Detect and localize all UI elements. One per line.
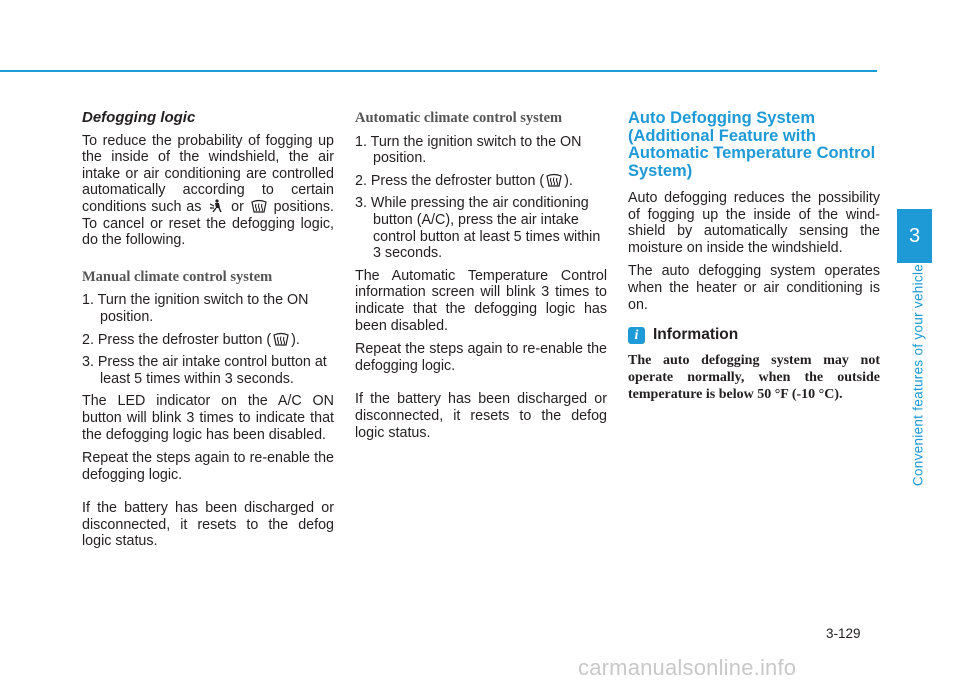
section-heading-defogging-logic: Defogging logic: [82, 109, 196, 126]
auto-step-1: 1. Turn the ignition switch to the ON position.: [355, 133, 582, 167]
floor-windshield-mode-icon: [208, 199, 224, 213]
defogging-intro: [82, 133, 334, 249]
manual-para-led: The LED indicator on the A/C ON button will blink 3 times to indicate that the defogging logic has been disabled.: [82, 393, 334, 443]
information-header: [628, 327, 880, 344]
manual-para-battery: If the battery has been discharged or disconnected, it resets to the defog logic status.: [82, 500, 334, 550]
intro-text-a: To reduce the probability of fogging up the inside of the windshield, the air intake or air conditioning are controlled automatically according to certain conditions such as: [82, 132, 334, 215]
chapter-title: Convenient features of your vehicle: [910, 263, 926, 487]
auto-defog-para-1: Auto defogging reduces the possibility of fogging up the inside of the windshield by automatically sensing the moisture on inside the windshield.: [628, 190, 880, 256]
manual-step-3: 3. Press the air intake control button at least 5 times within 3 seconds.: [82, 354, 327, 387]
chapter-tab: 3: [897, 209, 932, 263]
windshield-defrost-icon: [251, 199, 267, 213]
subheading-automatic: Automatic climate control system: [355, 110, 563, 126]
manual-step-2: [82, 332, 334, 349]
auto-step-2-text: 2. Press the defroster button (: [355, 172, 545, 189]
page-number: 3-129: [826, 626, 861, 641]
intro-text-or: or: [231, 198, 244, 215]
manual-step-1: 1. Turn the ignition switch to the ON position.: [82, 292, 309, 325]
subheading-manual: Manual climate control system: [82, 268, 273, 285]
auto-step-2: [355, 173, 607, 190]
auto-step-2-end: ).: [564, 172, 573, 189]
information-text: The auto defogging system may not operate normally, when the outside temperature is below 50 °F (-10 °C).: [628, 353, 880, 403]
manual-step-2-text: 2. Press the defroster button (: [82, 331, 272, 348]
top-rule: [0, 70, 877, 72]
manual-para-repeat: Repeat the steps again to re-enable the defogging logic.: [82, 450, 334, 483]
column-automatic: [355, 110, 607, 448]
manual-step-2-end: ).: [291, 331, 300, 348]
auto-para-repeat: Repeat the steps again to re-enable the defogging logic.: [355, 341, 607, 374]
auto-defog-para-2: The auto defogging system operates when the heater or air conditioning is on.: [628, 263, 880, 313]
intro-text-b: positions. To cancel or reset the defogging logic, do the following.: [82, 198, 334, 249]
windshield-defrost-icon: [273, 332, 289, 346]
information-title: Information: [653, 326, 739, 344]
info-icon: i: [628, 327, 645, 344]
watermark: carmanualsonline.info: [578, 655, 797, 680]
column-auto-defogging: [628, 110, 880, 403]
auto-step-3: 3. While pressing the air conditioning button (A/C), press the air intake control button at least 5 times within 3 seconds.: [355, 195, 601, 262]
section-heading-auto-defogging: Auto Defogging System (Additional Feature with Automatic Temperature Control System): [628, 109, 876, 180]
column-defogging-logic: [82, 110, 334, 557]
auto-para-screen: The Automatic Temperature Control information screen will blink 3 times to indicate that the defogging logic has been disabled.: [355, 267, 607, 334]
auto-para-battery: If the battery has been discharged or disconnected, it resets to the defog logic status.: [355, 391, 607, 441]
windshield-defrost-icon: [546, 173, 562, 187]
